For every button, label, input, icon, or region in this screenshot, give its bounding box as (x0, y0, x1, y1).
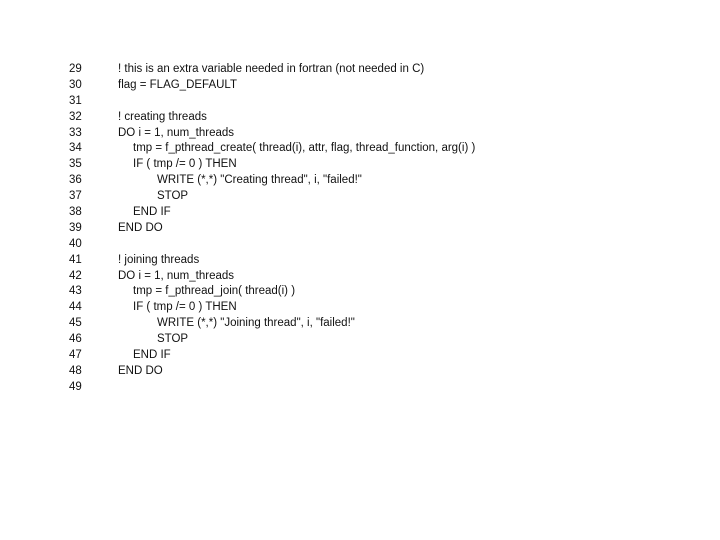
line-text: DO i = 1, num_threads (118, 269, 235, 282)
line-number: 35 (69, 158, 82, 171)
line-number: 40 (69, 237, 82, 250)
line-text: WRITE (*,*) "Joining thread", i, "failed!" (157, 317, 355, 330)
line-number: 42 (69, 269, 82, 282)
line-text: IF ( tmp /= 0 ) THEN (133, 301, 237, 314)
line-text: tmp = f_pthread_create( thread(i), attr, flag, thread_function, arg(i) ) (133, 142, 476, 155)
line-number: 36 (69, 174, 82, 187)
code-line (0, 126, 720, 142)
code-line (0, 141, 720, 157)
line-text: ! this is an extra variable needed in fortran (not needed in C) (118, 63, 425, 75)
line-number: 44 (69, 301, 82, 314)
code-line (0, 253, 720, 269)
line-number: 48 (69, 364, 82, 377)
code-line (0, 380, 720, 396)
line-number: 31 (69, 94, 82, 107)
line-number: 41 (69, 253, 82, 266)
code-line (0, 332, 720, 348)
code-line (0, 173, 720, 189)
code-line (0, 284, 720, 300)
line-number: 39 (69, 221, 82, 234)
line-text: END IF (133, 349, 171, 362)
line-number: 37 (69, 190, 82, 203)
line-text: tmp = f_pthread_join( thread(i) ) (133, 285, 296, 298)
line-number: 32 (69, 110, 82, 123)
code-line (0, 269, 720, 285)
line-number: 30 (69, 78, 82, 91)
line-text: WRITE (*,*) "Creating thread", i, "failed!" (157, 174, 362, 187)
line-text: STOP (157, 333, 189, 346)
line-number: 38 (69, 206, 82, 219)
line-text: END DO (118, 221, 163, 234)
code-line (0, 94, 720, 110)
code-line (0, 189, 720, 205)
code-line (0, 348, 720, 364)
code-line (0, 62, 720, 78)
line-text: ! joining threads (118, 253, 200, 266)
code-listing (0, 62, 720, 396)
line-text: DO i = 1, num_threads (118, 126, 235, 139)
line-number: 33 (69, 126, 82, 139)
code-line (0, 205, 720, 221)
code-line (0, 237, 720, 253)
line-text: STOP (157, 190, 189, 203)
line-number: 46 (69, 333, 82, 346)
line-text: IF ( tmp /= 0 ) THEN (133, 158, 237, 171)
line-text: END DO (118, 364, 163, 377)
code-line (0, 364, 720, 380)
line-number: 49 (69, 380, 82, 393)
line-number: 34 (69, 142, 82, 155)
line-number: 43 (69, 285, 82, 298)
line-number: 47 (69, 349, 82, 362)
line-text: ! creating threads (118, 110, 207, 123)
line-text: flag = FLAG_DEFAULT (118, 78, 237, 91)
line-number: 45 (69, 317, 82, 330)
code-line (0, 157, 720, 173)
code-line (0, 316, 720, 332)
code-line (0, 78, 720, 94)
code-line (0, 300, 720, 316)
line-number: 29 (69, 63, 82, 75)
code-line (0, 221, 720, 237)
code-line (0, 110, 720, 126)
line-text: END IF (133, 206, 171, 219)
